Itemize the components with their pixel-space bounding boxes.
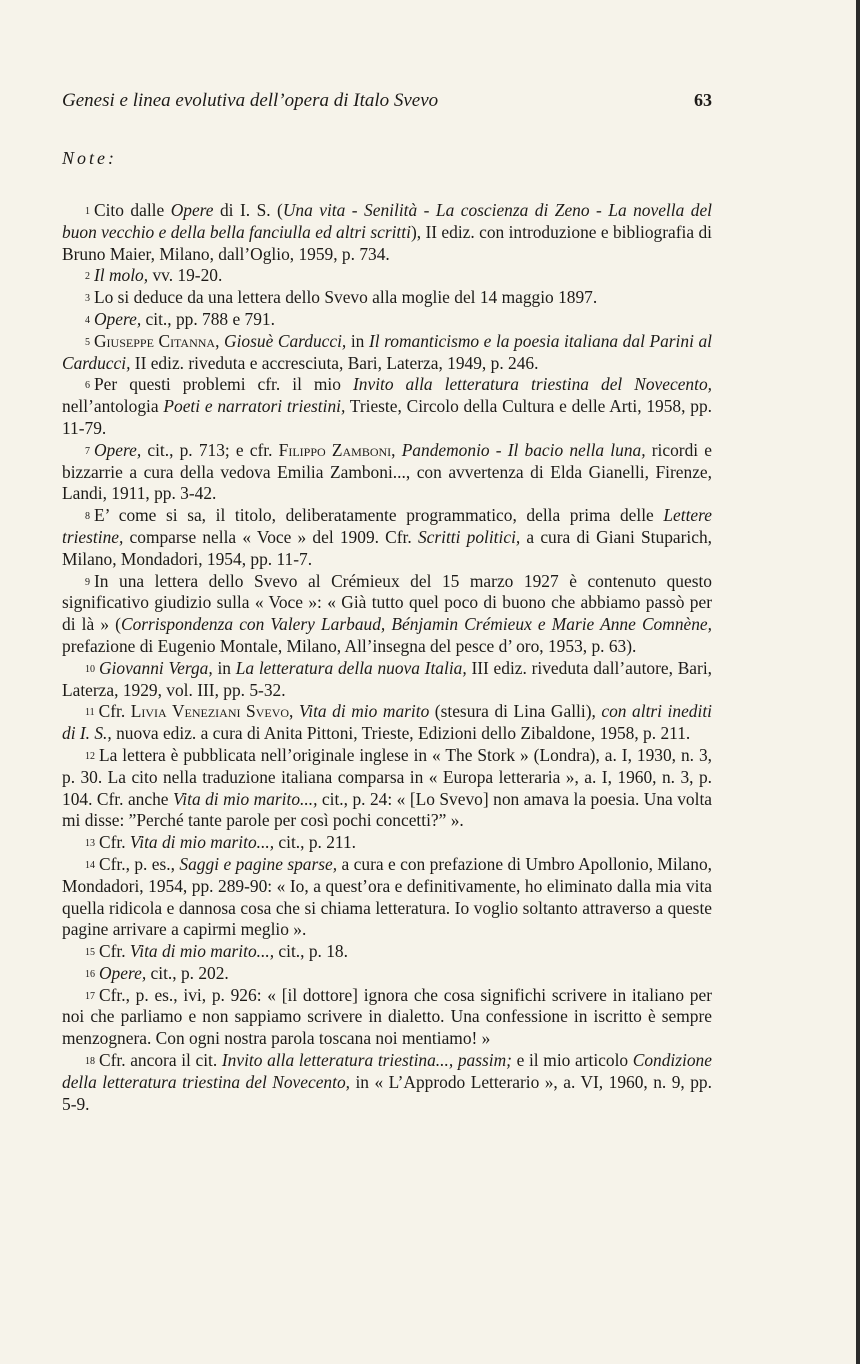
footnote-text: Trieste, Circolo della Cultura e delle Arti, 1958, pp. 11-79. xyxy=(62,396,712,438)
footnote-15 xyxy=(62,941,712,963)
footnote-text: Vita di mio marito..., xyxy=(129,832,275,853)
footnote-11 xyxy=(62,701,712,745)
footnote-number: 1 xyxy=(85,206,90,217)
footnote-text: e il mio articolo xyxy=(511,1050,633,1071)
footnote-text: Cfr. xyxy=(99,941,130,962)
footnote-13 xyxy=(62,832,712,854)
footnote-text: comparse nella « Voce » del 1909. Cfr. xyxy=(123,526,418,547)
footnote-1 xyxy=(62,200,712,265)
footnote-16 xyxy=(62,963,712,985)
footnote-text: passim; xyxy=(457,1050,512,1071)
footnote-text: Cfr., p. es., xyxy=(99,853,180,874)
footnote-text: Cfr. xyxy=(99,832,130,853)
footnote-text: cit., p. 202. xyxy=(146,962,229,983)
footnote-text: II ediz. riveduta e accresciuta, Bari, Laterza, 1949, p. 246. xyxy=(130,352,539,373)
running-title: Genesi e linea evolutiva dell’opera di Italo Svevo xyxy=(62,90,439,111)
footnote-text: Il romanticismo e la poesia italiana dal Parini al Carducci, xyxy=(62,330,712,373)
footnote-text: , xyxy=(289,701,299,722)
footnote-text: prefazione di Eugenio Montale, Milano, All’insegna del pesce d’ oro, 1953, p. 63). xyxy=(62,635,637,656)
footnote-text: Filippo Zamboni xyxy=(278,439,392,460)
footnote-12 xyxy=(62,745,712,832)
footnote-number: 9 xyxy=(85,576,90,588)
footnote-text: Cito dalle xyxy=(94,200,171,220)
footnote-number: 10 xyxy=(85,663,95,675)
footnote-number: 17 xyxy=(85,990,95,1002)
footnote-text: in « L’Approdo Letterario », a. VI, 1960, n. 9, pp. 5-9. xyxy=(62,1071,712,1114)
footnote-number: 5 xyxy=(85,336,90,348)
footnote-number: 8 xyxy=(85,511,90,523)
footnote-text: La letteratura della nuova Italia, xyxy=(235,657,467,678)
footnote-9 xyxy=(62,571,712,658)
page-edge xyxy=(856,0,860,1364)
footnote-text: In una lettera dello Svevo al Crémieux del 15 marzo 1927 è contenuto questo significativo giudizio sulla « Voce »: « Già tutto quel poco di buono che abbiamo passò per di là » ( xyxy=(62,570,712,635)
footnote-text: (stesura di Lina Galli), xyxy=(429,701,602,722)
footnote-number: 18 xyxy=(85,1056,95,1068)
footnote-text: Opere xyxy=(170,200,214,220)
footnote-text: Cfr., p. es., ivi, p. 926: « [il dottore] ignora che cosa significhi scrivere in italiano per noi che parliamo e non sappiamo scrivere in dialetto. Una confessione in iscritto è sempre menzognera. Con ogni nostra parola toscana noi mentiamo! » xyxy=(62,984,712,1049)
footnote-14 xyxy=(62,854,712,941)
footnote-number: 13 xyxy=(85,838,95,850)
footnote-text: Giuseppe Citanna xyxy=(94,330,216,351)
footnote-3 xyxy=(62,287,712,309)
footnote-text: Invito alla letteratura triestina del Novecento, xyxy=(352,374,712,395)
footnote-text: cit., p. 18. xyxy=(274,941,348,962)
footnote-text: Saggi e pagine sparse, xyxy=(179,853,338,874)
footnote-18 xyxy=(62,1050,712,1115)
footnote-text: con altri inediti di I. S., xyxy=(62,701,712,744)
footnote-text: Pandemonio - Il bacio nella luna, xyxy=(401,439,646,460)
footnote-text: Corrispondenza con Valery Larbaud, Bénjamin Crémieux e Marie Anne Comnène, xyxy=(120,614,712,635)
footnote-2 xyxy=(62,265,712,287)
footnote-text: Opere, xyxy=(99,962,147,983)
footnote-text: Vita di mio marito..., xyxy=(129,941,275,962)
footnote-number: 15 xyxy=(85,947,95,959)
footnote-8 xyxy=(62,505,712,570)
footnote-number: 6 xyxy=(85,380,90,392)
footnote-text: , xyxy=(391,439,402,460)
footnote-text: a cura e con prefazione di Umbro Apollonio, Milano, Mondadori, 1954, pp. 289-90: « Io, a quest’ora e definitivamente, ho eliminato dalla mia vita quella ridicola e dannosa cosa che si chiama letteratura. Io voglio soltanto attraverso a queste pagine arrivare a capirmi meglio ». xyxy=(62,853,713,940)
footnote-number: 11 xyxy=(85,707,95,719)
footnote-text: Livia Veneziani Svevo xyxy=(130,701,290,722)
running-header xyxy=(62,90,712,112)
footnote-number: 4 xyxy=(85,314,90,326)
footnote-text: nell’antologia xyxy=(62,396,164,417)
footnote-text: Cfr. xyxy=(98,701,131,722)
footnote-text: Vita di mio marito..., xyxy=(172,788,318,809)
footnote-text: E’ come si sa, il titolo, deliberatamente programmatico, della prima delle xyxy=(94,505,664,526)
footnote-text: cit., p. 24: « [Lo Svevo] non amava la poesia. Una volta mi disse: ”Perché tante parole per così pochi concetti?” ». xyxy=(62,788,712,831)
footnote-text: ), II ediz. con introduzione e bibliografia di Bruno Maier, Milano, dall’Oglio, 1959, p. 734. xyxy=(62,221,712,264)
footnote-17 xyxy=(62,985,712,1050)
footnotes-list xyxy=(62,200,712,1115)
footnote-text: di I. S. ( xyxy=(213,200,283,220)
footnote-10 xyxy=(62,658,712,702)
footnote-text: cit., p. 713; e cfr. xyxy=(141,439,279,460)
footnote-number: 16 xyxy=(85,968,95,980)
notes-heading: Note: xyxy=(62,148,117,168)
footnote-text: Opere, xyxy=(94,439,142,460)
footnote-text: in xyxy=(346,330,369,351)
footnote-text: Scritti politici, xyxy=(417,526,521,547)
footnote-text: cit., pp. 788 e 791. xyxy=(141,308,275,329)
footnote-text: Il molo, xyxy=(94,265,149,286)
footnote-text: Lo si deduce da una lettera dello Svevo alla moglie del 14 maggio 1897. xyxy=(94,287,598,308)
footnote-text: Giosuè Carducci, xyxy=(224,330,347,351)
footnote-text: Lettere triestine, xyxy=(62,505,712,547)
footnote-number: 7 xyxy=(85,445,90,457)
footnote-text: vv. 19-20. xyxy=(148,265,223,286)
footnote-text: III ediz. riveduta dall’autore, Bari, Laterza, 1929, vol. III, pp. 5-32. xyxy=(62,657,712,700)
footnote-text: ricordi e bizzarrie a cura della vedova Emilia Zamboni..., con avvertenza di Elda Gianelli, Firenze, Landi, 1911, pp. 3-42. xyxy=(62,439,712,504)
footnote-text: La lettera è pubblicata nell’originale inglese in « The Stork » (Londra), a. I, 1930, n. 3, p. 30. La cito nella traduzione italiana comparsa in « Europa letteraria », a. I, 1960, n. 3, p. 104. Cfr. anche xyxy=(62,744,712,809)
footnote-number: 12 xyxy=(85,750,95,762)
footnote-text: Vita di mio marito xyxy=(298,701,430,722)
footnote-text: Cfr. ancora il cit. xyxy=(99,1050,222,1071)
footnote-text: Per questi problemi cfr. il mio xyxy=(94,374,353,395)
footnote-text: , xyxy=(215,330,225,351)
footnote-text: Poeti e narratori triestini, xyxy=(163,396,346,417)
footnote-text: nuova ediz. a cura di Anita Pittoni, Trieste, Edizioni dello Zibaldone, 1958, p. 211. xyxy=(111,723,691,744)
page-number: 63 xyxy=(694,90,712,110)
footnote-text: cit., p. 211. xyxy=(274,832,356,853)
footnote-text: Giovanni Verga, xyxy=(99,657,213,678)
footnote-7 xyxy=(62,440,712,505)
footnote-text: Condizione della letteratura triestina del Novecento, xyxy=(62,1050,712,1092)
footnote-text: Invito alla letteratura triestina..., xyxy=(221,1050,454,1071)
footnote-6 xyxy=(62,374,712,439)
footnote-text: Opere, xyxy=(94,308,142,329)
footnote-4 xyxy=(62,309,712,331)
footnote-5 xyxy=(62,331,712,375)
footnote-number: 2 xyxy=(85,271,90,283)
footnote-text: in xyxy=(212,657,236,678)
footnote-text: Una vita - Senilità - La coscienza di Zeno - La novella del buon vecchio e della bella fanciulla ed altri scritti xyxy=(62,200,712,242)
footnote-text: a cura di Giani Stuparich, Milano, Mondadori, 1954, pp. 11-7. xyxy=(62,526,712,569)
footnote-number: 14 xyxy=(85,859,95,871)
footnote-number: 3 xyxy=(85,293,90,305)
